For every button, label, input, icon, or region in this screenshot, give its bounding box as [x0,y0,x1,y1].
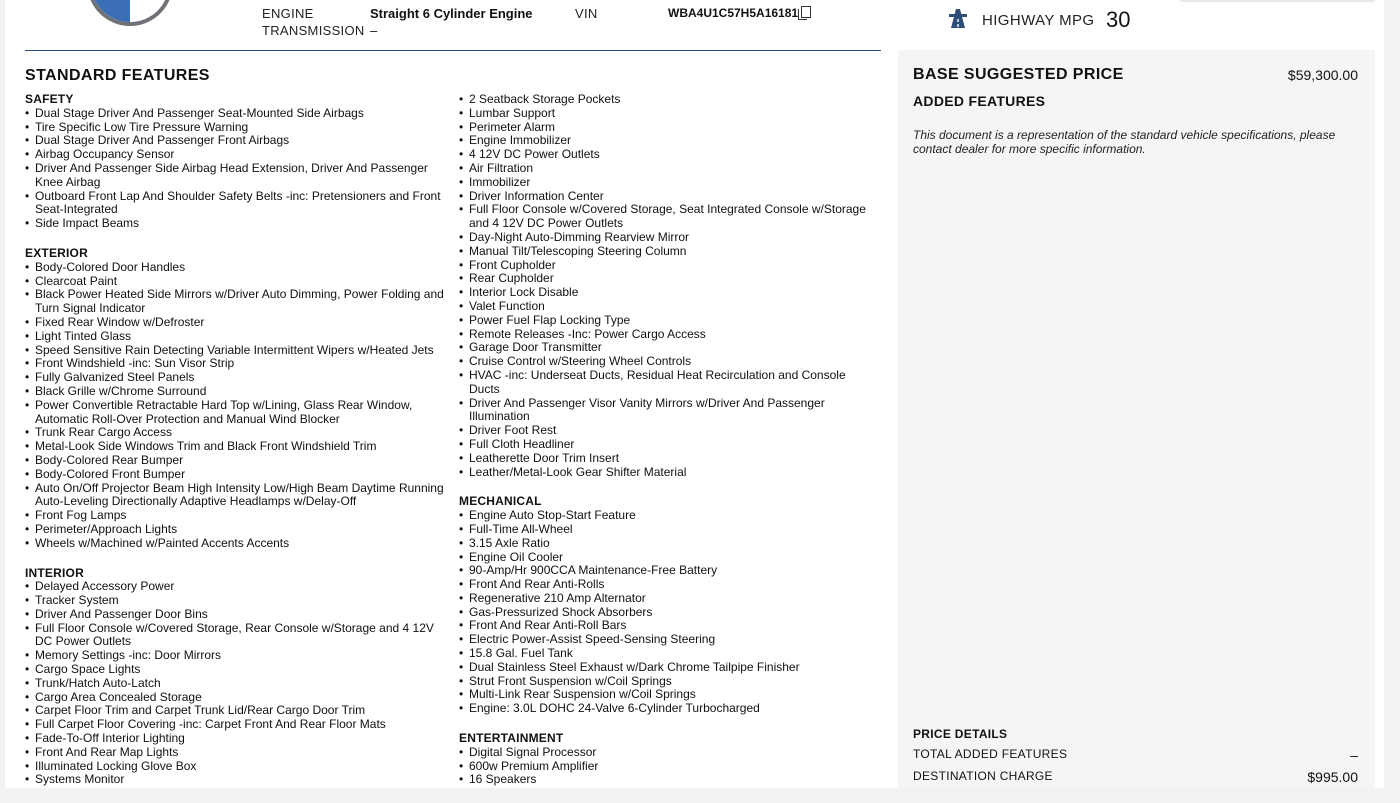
feature-list [459,746,879,787]
feature-item: • 2 Seatback Storage Pockets [459,93,879,107]
feature-item: • Front And Rear Map Lights [25,746,450,760]
feature-item: • Front And Rear Anti-Roll Bars [459,619,879,633]
feature-item: • Trunk Rear Cargo Access [25,426,450,440]
feature-item: • 4 12V DC Power Outlets [459,148,879,162]
price-panel [898,50,1375,788]
feature-item: • Dual Stainless Steel Exhaust w/Dark Chrome Tailpipe Finisher [459,661,879,675]
feature-item: • Carpet Floor Trim and Carpet Trunk Lid/Rear Cargo Door Trim [25,704,450,718]
feature-item: • Full Carpet Floor Covering -inc: Carpet Front And Rear Floor Mats [25,718,450,732]
feature-item: • Perimeter Alarm [459,121,879,135]
total-added-features-label: TOTAL ADDED FEATURES [913,747,1068,761]
feature-item: • Driver And Passenger Visor Vanity Mirrors w/Driver And Passenger Illumination [459,397,879,425]
feature-item: • Day-Night Auto-Dimming Rearview Mirror [459,231,879,245]
feature-item: • Digital Signal Processor [459,746,879,760]
feature-item: • Black Grille w/Chrome Surround [25,385,450,399]
features-column-right [459,93,879,803]
feature-group-heading: ENTERTAINMENT [459,731,564,746]
feature-item: • Airbag Occupancy Sensor [25,148,450,162]
feature-item: • Full Floor Console w/Covered Storage, Rear Console w/Storage and 4 12V DC Power Outlets [25,622,450,650]
added-features-title: ADDED FEATURES [913,93,1046,109]
feature-item: • 16 Speakers [459,773,879,787]
feature-item: • Gas-Pressurized Shock Absorbers [459,606,879,620]
highway-icon [947,7,969,29]
destination-charge-label: DESTINATION CHARGE [913,769,1053,783]
feature-item: • Side Impact Beams [25,217,450,231]
standard-features-title: STANDARD FEATURES [25,67,210,84]
feature-item: • Multi-Link Rear Suspension w/Coil Springs [459,688,879,702]
feature-item: • Rear Cupholder [459,272,879,286]
feature-item: • Air Filtration [459,162,879,176]
top-bar [1180,0,1375,2]
feature-item: • Full Floor Console w/Covered Storage, Seat Integrated Console w/Storage and 4 12V DC Power Outlets [459,203,879,231]
feature-item: • Tire Specific Low Tire Pressure Warning [25,121,450,135]
price-details-title: PRICE DETAILS [913,727,1008,741]
feature-item: • Body-Colored Front Bumper [25,468,450,482]
feature-item: • 15.8 Gal. Fuel Tank [459,647,879,661]
feature-item: • Clearcoat Paint [25,275,450,289]
copy-icon[interactable] [801,6,811,18]
feature-item: • Manual Tilt/Telescoping Steering Column [459,245,879,259]
feature-item: • Interior Lock Disable [459,286,879,300]
feature-item: • Electric Power-Assist Speed-Sensing Steering [459,633,879,647]
feature-item: • Driver And Passenger Side Airbag Head Extension, Driver And Passenger Knee Airbag [25,162,450,190]
feature-item: • Driver And Passenger Door Bins [25,608,450,622]
feature-list [459,93,879,479]
transmission-label: TRANSMISSION [262,23,365,38]
highway-mpg-label: HIGHWAY MPG [982,12,1095,29]
feature-item: • Light Tinted Glass [25,330,450,344]
feature-item: • Front Windshield -inc: Sun Visor Strip [25,357,450,371]
feature-item: • Outboard Front Lap And Shoulder Safety Belts -inc: Pretensioners and Front Seat-Integrated [25,190,450,218]
feature-item: • Body-Colored Rear Bumper [25,454,450,468]
feature-item: • Systems Monitor [25,773,450,787]
feature-list [459,509,879,716]
feature-item: • Engine Immobilizer [459,134,879,148]
feature-item: • Lumbar Support [459,107,879,121]
feature-item: • Delayed Accessory Power [25,580,450,594]
feature-item: • Garage Door Transmitter [459,341,879,355]
feature-item: • Power Fuel Flap Locking Type [459,314,879,328]
feature-item: • Dual Stage Driver And Passenger Seat-Mounted Side Airbags [25,107,450,121]
feature-item: • Front And Rear Anti-Rolls [459,578,879,592]
feature-item: • Memory Settings -inc: Door Mirrors [25,649,450,663]
feature-item: • Regenerative 210 Amp Alternator [459,592,879,606]
feature-item: • Fade-To-Off Interior Lighting [25,732,450,746]
transmission-value: – [370,23,378,38]
feature-item: • Engine Auto Stop-Start Feature [459,509,879,523]
feature-item: • Driver Information Center [459,190,879,204]
feature-item: • Front Fog Lamps [25,509,450,523]
feature-item: • Wheels w/Machined w/Painted Accents Accents [25,537,450,551]
feature-item: • Cargo Space Lights [25,663,450,677]
feature-item: • Body-Colored Door Handles [25,261,450,275]
feature-item: • Tracker System [25,594,450,608]
feature-item: • 90-Amp/Hr 900CCA Maintenance-Free Battery [459,564,879,578]
feature-item: • Engine: 3.0L DOHC 24-Valve 6-Cylinder Turbocharged [459,702,879,716]
destination-charge-value: $995.00 [1307,769,1358,785]
highway-mpg-value: 30 [1106,7,1131,32]
feature-item: • Engine Oil Cooler [459,551,879,565]
feature-item: • Perimeter/Approach Lights [25,523,450,537]
feature-item: • Black Power Heated Side Mirrors w/Driver Auto Dimming, Power Folding and Turn Signal Indicator [25,288,450,316]
feature-group-heading: MECHANICAL [459,494,542,509]
total-added-features-value: – [1350,747,1358,763]
feature-item: • Illuminated Locking Glove Box [25,760,450,774]
base-price-value: $59,300.00 [1287,67,1358,83]
feature-group-heading: EXTERIOR [25,245,88,260]
feature-item: • Metal-Look Side Windows Trim and Black Front Windshield Trim [25,440,450,454]
feature-item: • 600w Premium Amplifier [459,760,879,774]
window-sticker-page [5,0,1384,788]
feature-item: • Driver Foot Rest [459,424,879,438]
feature-item: • Leather/Metal-Look Gear Shifter Material [459,466,879,480]
feature-list [25,261,450,551]
feature-item: • Leatherette Door Trim Insert [459,452,879,466]
engine-value: Straight 6 Cylinder Engine [370,6,533,21]
feature-item: • Fixed Rear Window w/Defroster [25,316,450,330]
feature-list [25,580,450,787]
feature-item: • 3.15 Axle Ratio [459,537,879,551]
feature-item: • Trunk/Hatch Auto-Latch [25,677,450,691]
disclaimer-text: This document is a representation of the standard vehicle specifications, please contact dealer for more specific information. [913,128,1336,156]
vin-label: VIN [575,6,598,21]
feature-item: • Full Cloth Headliner [459,438,879,452]
feature-group-heading: INTERIOR [25,565,84,580]
feature-item: • Cruise Control w/Steering Wheel Controls [459,355,879,369]
features-column-left [25,93,450,803]
engine-label: ENGINE [262,6,314,21]
feature-item: • Strut Front Suspension w/Coil Springs [459,675,879,689]
base-price-title: BASE SUGGESTED PRICE [913,66,1124,83]
feature-item: • Remote Releases -Inc: Power Cargo Access [459,328,879,342]
brand-logo [87,0,173,26]
vin-text: WBA4U1C57H5A16181 [668,6,799,20]
feature-item: • Dual Stage Driver And Passenger Front Airbags [25,134,450,148]
vin-value [668,6,811,20]
feature-item: • HVAC -inc: Underseat Ducts, Residual Heat Recirculation and Console Ducts [459,369,879,397]
feature-item: • Immobilizer [459,176,879,190]
feature-item: • Fully Galvanized Steel Panels [25,371,450,385]
feature-item: • Front Cupholder [459,259,879,273]
feature-group-heading: SAFETY [25,92,74,106]
feature-item: • Cargo Area Concealed Storage [25,691,450,705]
feature-item: • Auto On/Off Projector Beam High Intensity Low/High Beam Daytime Running Auto-Leveling Directionally Adaptive Headlamps w/Delay-Off [25,482,450,510]
feature-item: • Speed Sensitive Rain Detecting Variable Intermittent Wipers w/Heated Jets [25,344,450,358]
feature-item: • Valet Function [459,300,879,314]
header-divider [25,50,881,51]
feature-item: • Power Convertible Retractable Hard Top w/Lining, Glass Rear Window, Automatic Roll-Over Protection and Manual Wind Blocker [25,399,450,427]
feature-item: • Full-Time All-Wheel [459,523,879,537]
feature-list [25,107,450,231]
